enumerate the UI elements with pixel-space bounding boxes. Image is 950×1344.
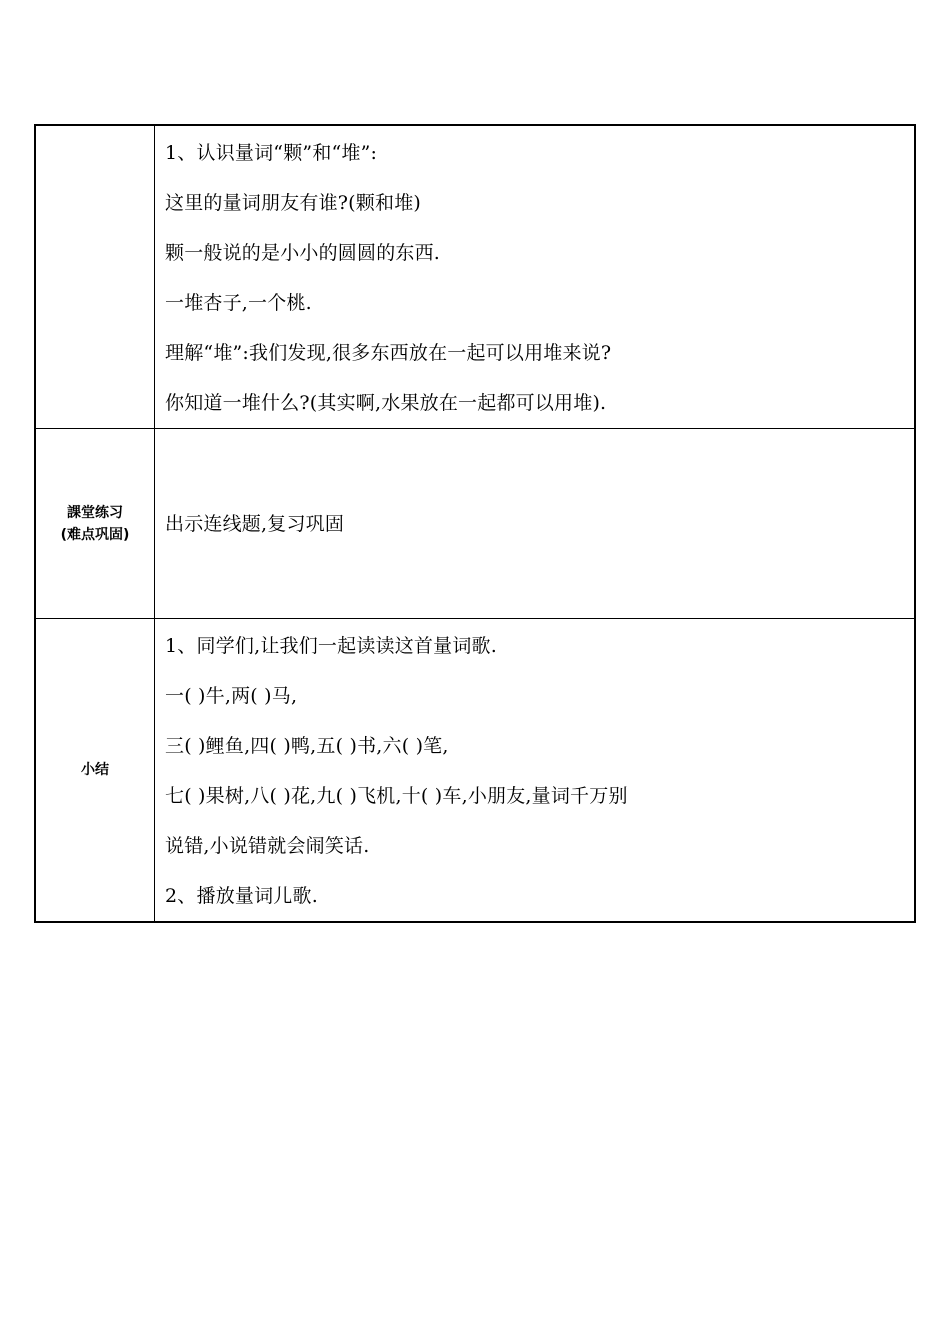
content-line: 颗一般说的是小小的圆圆的东西. <box>165 242 441 264</box>
row-label-text: 課堂练习 <box>67 504 123 521</box>
content-line: 理解“堆”:我们发现,很多东西放在一起可以用堆来说? <box>165 342 612 364</box>
content-line: 说错,小说错就会闹笑话. <box>165 835 370 857</box>
content-line: 1、认识量词“颗”和“堆”: <box>165 142 378 164</box>
content-cell-summary <box>155 619 916 923</box>
content-line: 你知道一堆什么?(其实啊,水果放在一起都可以用堆). <box>165 392 607 414</box>
row-label-cell-empty <box>35 125 155 429</box>
content-line: 1、同学们,让我们一起读读这首量词歌. <box>165 635 497 657</box>
content-line: 一堆杏子,一个桃. <box>165 292 312 314</box>
table-row <box>35 429 915 619</box>
row-label-text: 小结 <box>81 762 109 778</box>
row-label-cell-summary <box>35 619 155 923</box>
table-row <box>35 619 915 923</box>
content-line: 一( )牛,两( )马, <box>165 685 298 707</box>
table-row <box>35 125 915 429</box>
content-cell-practice <box>155 429 916 619</box>
content-cell-measure-words <box>155 125 916 429</box>
content-line: 七( )果树,八( )花,九( )飞机,十( )车,小朋友,量词千万别 <box>165 785 628 807</box>
content-line: 出示连线题,复习巩固 <box>165 512 345 535</box>
content-line: 三( )鲤鱼,四( )鸭,五( )书,六( )笔, <box>165 735 449 757</box>
content-line: 2、播放量词儿歌. <box>165 885 318 907</box>
lesson-plan-table <box>34 124 916 923</box>
content-line: 这里的量词朋友有谁?(颗和堆) <box>165 192 422 214</box>
row-label-subtext: (难点巩固) <box>60 526 130 543</box>
row-label-cell-practice <box>35 429 155 619</box>
